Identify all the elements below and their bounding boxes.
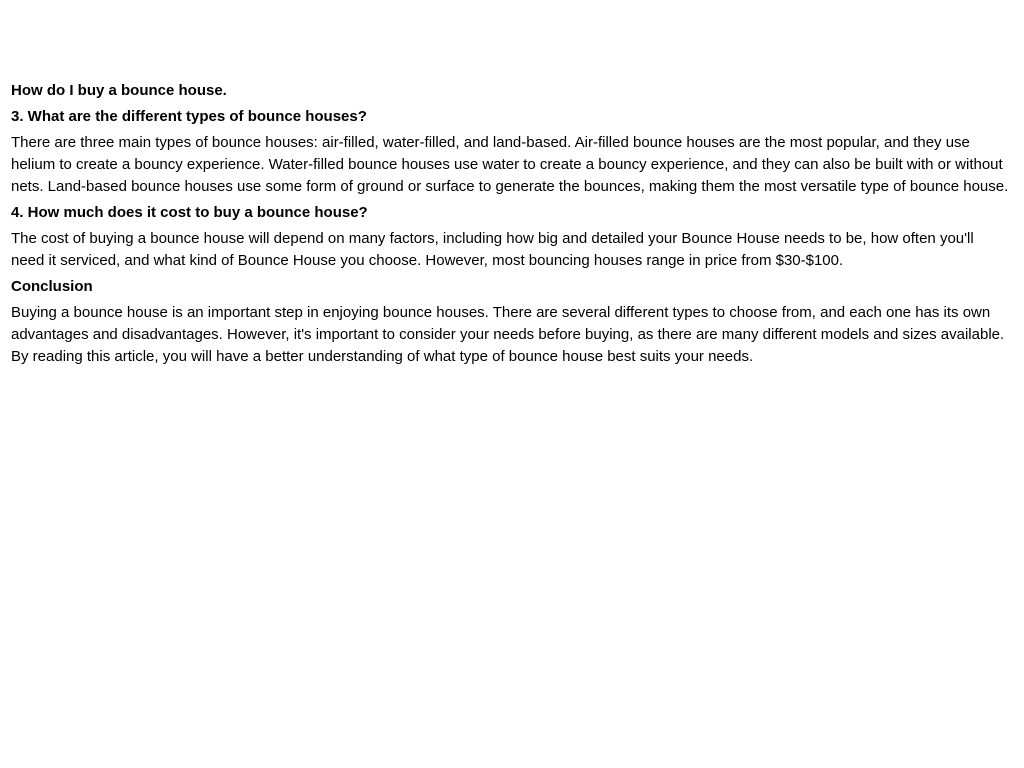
page-title: How do I buy a bounce house. bbox=[11, 82, 227, 99]
conclusion-heading: Conclusion bbox=[11, 278, 93, 295]
conclusion-paragraph: Buying a bounce house is an important step in enjoying bounce houses. There are several different types to choose from, and each one has its own advantages and disadvantages. However, it's important to consider your needs before buying, as there are many different models and sizes available. By reading this article, you will have a better understanding of what type of bounce house best suits your needs. bbox=[11, 304, 1005, 365]
section-3-paragraph: There are three main types of bounce houses: air-filled, water-filled, and land-based. Air-filled bounce houses are the most popular, and they use helium to create a bouncy experience. Water-filled bounce houses use water to create a bouncy experience, and they can also be built with or without nets. Land-based bounce houses use some form of ground or surface to generate the bounces, making them the most versatile type of bounce house. bbox=[11, 134, 1009, 195]
section-3-heading: 3. What are the different types of bounce houses? bbox=[11, 108, 367, 125]
document-body bbox=[11, 80, 1009, 372]
section-4-heading: 4. How much does it cost to buy a bounce house? bbox=[11, 204, 368, 221]
section-4-paragraph: The cost of buying a bounce house will depend on many factors, including how big and detailed your Bounce House needs to be, how often you'll need it serviced, and what kind of Bounce House you choose. However, most bouncing houses range in price from $30-$100. bbox=[11, 230, 974, 269]
